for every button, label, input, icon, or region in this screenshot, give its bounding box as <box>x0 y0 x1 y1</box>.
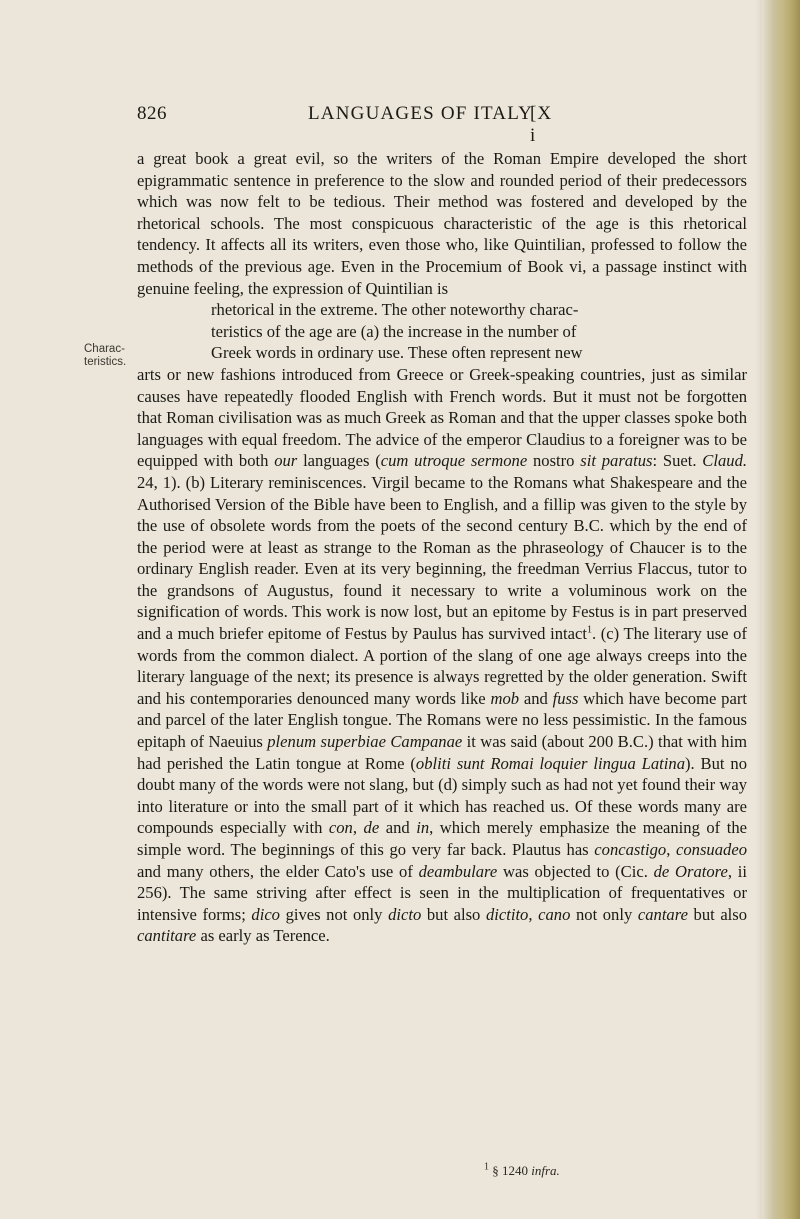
text-run-italic: de Oratore <box>653 861 728 881</box>
footnote <box>484 1163 560 1179</box>
text-run-italic: in <box>416 818 430 838</box>
text-run-italic: cum utroque sermone <box>380 451 528 471</box>
text-run-italic: our <box>274 451 298 471</box>
text-run-italic: dicto <box>388 904 422 924</box>
text-run-italic: con <box>328 818 353 838</box>
footnote-text-italic: infra. <box>531 1163 560 1178</box>
footnote-marker: 1 <box>586 624 592 636</box>
text-run-italic: plenum superbiae Campanae <box>267 732 463 752</box>
text-run-italic: deambulare <box>418 861 498 881</box>
text-run: : Suet. <box>652 451 697 471</box>
footnote-text: § 1240 <box>492 1163 528 1178</box>
text-run: which have become part and parcel of the later English tongue. The Romans were no less pessimistic. In the famous epitaph of Naeuius <box>137 688 747 752</box>
text-run-italic: sit paratus <box>580 451 653 471</box>
text-run: and many others, the elder Cato's use of <box>137 861 413 881</box>
text-run: it was said (about 200 B.C.) that with him had perished the Latin tongue at Rome ( <box>137 732 747 773</box>
text-run-italic: dico <box>251 904 280 924</box>
text-run-italic: de <box>363 818 380 838</box>
text-run: , <box>528 904 533 924</box>
text-run-italic: cano <box>538 904 571 924</box>
text-run: arts or new fashions introduced from Greece or Greek-speaking countries, just as similar causes have repeatedly flooded English with French words. But it must not be forgotten that Roman civilisation was as much Greek as Roman and that the upper classes spoke both languages with equal freedom. The advice of the emperor Claudius to a foreigner was to be equipped with both <box>137 364 747 471</box>
text-run: , <box>666 840 671 859</box>
text-run-italic: Claud. <box>702 451 748 471</box>
text-run: rhetorical in the extreme. The other noteworthy charac- <box>211 300 579 320</box>
text-run: as early as Terence. <box>200 926 330 946</box>
text-run: and <box>523 688 548 708</box>
text-run: but also <box>426 904 481 924</box>
running-header <box>0 103 560 146</box>
text-run: and <box>385 818 410 838</box>
text-run-italic: cantare <box>637 904 688 924</box>
page-edge <box>762 0 800 1219</box>
text-run: but also <box>693 904 748 924</box>
text-run: 24, 1). (b) Literary reminiscences. Virgil became to the Romans what Shakespeare and the Authorised Version of the Bible have been to English, and a fillip was given to the style by the use of obsolete words from the poets of the second century B.C. which by the end of the period were at least as strange to the Roman as the phraseology of Chaucer is to the ordinary English reader. Even at its very beginning, the freedman Verrius Flaccus, tutor to the grandsons of Augustus, found it necessary to write a voluminous work on the signification of words. This work is now lost, but an epitome by Festus is in part preserved and a much briefer epitome of Festus by Paulus has survived intact <box>137 472 747 644</box>
body-text <box>137 148 747 947</box>
margin-note: Charac-teristics. <box>84 343 127 368</box>
paragraph <box>137 148 747 947</box>
text-run: , <box>352 818 358 838</box>
section-reference: [X i <box>530 103 553 146</box>
text-run-italic: fuss <box>552 688 579 708</box>
text-run: , which merely emphasize the meaning of the simple word. The beginnings of this go very far back. Plautus has <box>137 818 747 859</box>
text-run: a great book a great evil, so the writers of the Roman Empire developed the short epigrammatic sentence in preference to the slow and rounded period of their predecessors which was now felt to be tedious. Their method was fostered and developed by the rhetorical schools. The most conspicuous characteristic of the age is this rhetorical tendency. It affects all its writers, even those who, like Quintilian, professed to follow the methods of the previous age. Even in the Procemium of Book vi, a passage instinct with genuine feeling, the expression of Quintilian is <box>137 149 747 298</box>
text-run-italic: consuadeo <box>676 840 747 859</box>
text-run-italic: mob <box>490 688 520 708</box>
text-run: . (c) The literary use of words from the common dialect. A portion of the slang of one age always creeps into the literary language of the next; its presence is always regretted by the older generation. Swift and his contemporaries denounced many words like <box>137 624 747 708</box>
running-title: LANGUAGES OF ITALY <box>308 103 534 124</box>
page-number: 826 <box>137 103 167 124</box>
text-run: not only <box>575 904 633 924</box>
text-run: Greek words in ordinary use. These often represent new <box>211 343 583 363</box>
text-run: gives not only <box>285 904 383 924</box>
text-run-italic: obliti sunt Romai loquier lingua Latina <box>415 753 685 773</box>
text-run: , ii 256). The same striving after effect is seen in the multiplication of frequentatives or intensive forms; <box>137 861 747 924</box>
text-run: languages ( <box>303 451 381 471</box>
text-run-italic: dictito <box>485 904 529 924</box>
text-run: nostro <box>532 451 575 471</box>
text-run: ). But no doubt many of the words were not slang, but (d) simply such as had not yet found their way into literature or into the small part of it which has reached us. Of these words many are compounds especially with <box>137 753 747 838</box>
text-run: was objected to (Cic. <box>503 861 648 881</box>
text-run-italic: concastigo <box>594 840 667 859</box>
footnote-number: 1 <box>484 1161 489 1173</box>
text-run: teristics of the age are (a) the increase in the number of <box>211 321 577 341</box>
text-run-italic: cantitare <box>137 926 197 946</box>
